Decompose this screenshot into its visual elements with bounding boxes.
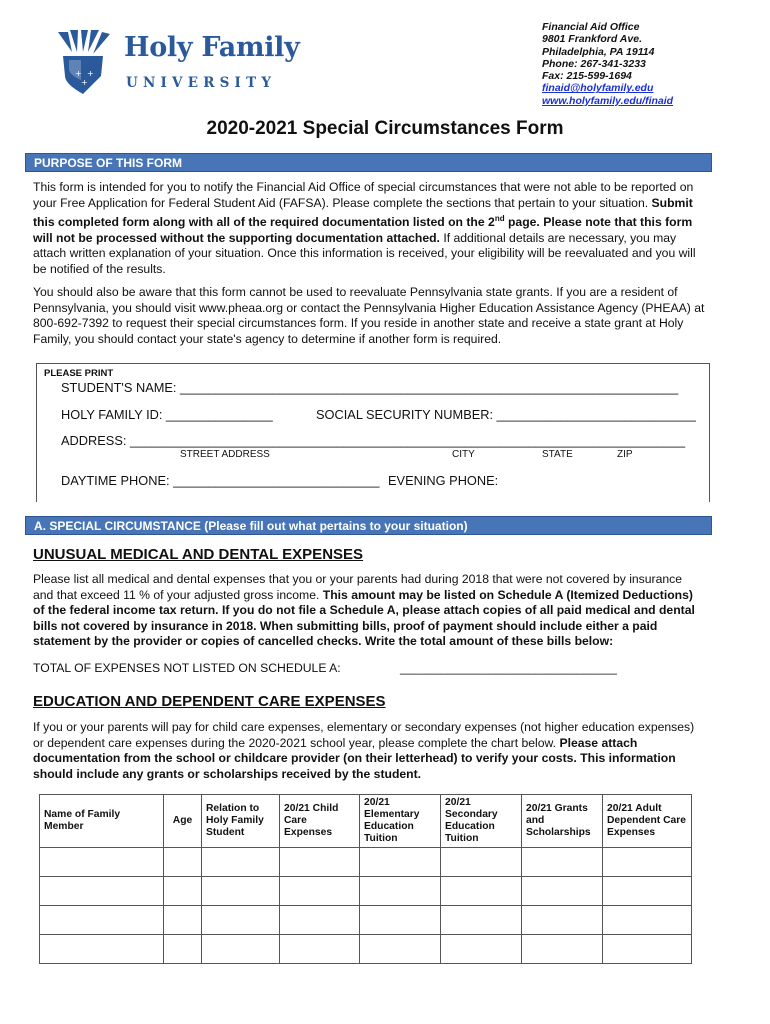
office-fax: Fax: 215-599-1694 xyxy=(542,70,632,83)
table-cell[interactable] xyxy=(202,877,280,906)
table-cell[interactable] xyxy=(280,848,360,877)
table-cell[interactable] xyxy=(603,906,692,935)
shield-crest-icon xyxy=(55,30,111,94)
column-header: Name of Family Member xyxy=(40,795,164,848)
medical-expenses-text xyxy=(33,572,705,650)
education-bold-text: Please attach documentation from the school or childcare provider (on their letterhead) to verify your costs. This information should include any grants or scholarships received by the student. xyxy=(33,735,676,781)
expenses-table xyxy=(39,794,692,964)
table-cell[interactable] xyxy=(603,877,692,906)
purpose-text: This form is intended for you to notify the Financial Aid Office of special circumstances that were not able to be reported on your Free Application for Federal Student Aid (FAFSA). Please complete the sections that pertain to your situation. xyxy=(33,180,694,210)
student-name-field[interactable]: STUDENT'S NAME: ______________________________________________________________________ xyxy=(61,380,679,395)
education-expenses-heading: EDUCATION AND DEPENDENT CARE EXPENSES xyxy=(33,693,386,710)
table-cell[interactable] xyxy=(360,906,441,935)
daytime-phone-field[interactable]: DAYTIME PHONE: _____________________________ xyxy=(61,473,380,488)
zip-label: ZIP xyxy=(617,449,633,460)
evening-phone-field[interactable]: EVENING PHONE: xyxy=(388,473,499,488)
holy-family-id-field[interactable]: HOLY FAMILY ID: _______________ xyxy=(61,407,273,422)
medical-text: Please list all medical and dental expenses that you or your parents had during 2018 that were not covered by insurance and that exceed 11 % of your adjusted gross income. xyxy=(33,572,683,602)
table-cell[interactable] xyxy=(202,848,280,877)
office-city: Philadelphia, PA 19114 xyxy=(542,45,655,58)
table-cell[interactable] xyxy=(441,848,522,877)
table-cell[interactable] xyxy=(164,848,202,877)
ordinal-suffix: nd xyxy=(494,214,505,223)
office-phone: Phone: 267-341-3233 xyxy=(542,57,646,70)
column-header: Age xyxy=(164,795,202,848)
purpose-bold-text: Submit this completed form along with all of the required documentation listed on the 2 xyxy=(33,195,693,230)
table-cell[interactable] xyxy=(202,935,280,964)
table-cell[interactable] xyxy=(360,848,441,877)
logo-name: Holy Family xyxy=(124,32,300,63)
contact-info xyxy=(542,21,673,107)
university-logo xyxy=(55,28,355,98)
table-row xyxy=(40,935,692,964)
table-cell[interactable] xyxy=(360,877,441,906)
table-cell[interactable] xyxy=(164,877,202,906)
column-header: 20/21 Child Care Expenses xyxy=(280,795,360,848)
table-cell[interactable] xyxy=(522,877,603,906)
ssn-field[interactable]: SOCIAL SECURITY NUMBER: ____________________________ xyxy=(316,407,696,422)
table-row xyxy=(40,877,692,906)
svg-text:+: + xyxy=(87,69,94,78)
table-row xyxy=(40,906,692,935)
svg-text:+: + xyxy=(81,78,88,87)
table-cell[interactable] xyxy=(280,935,360,964)
table-cell[interactable] xyxy=(522,935,603,964)
column-header: 20/21 Grants and Scholarships xyxy=(522,795,603,848)
table-header-row xyxy=(40,795,692,848)
office-street: 9801 Frankford Ave. xyxy=(542,33,642,46)
table-cell[interactable] xyxy=(202,906,280,935)
table-cell[interactable] xyxy=(40,848,164,877)
purpose-header-bar: PURPOSE OF THIS FORM xyxy=(25,153,712,172)
education-text: If you or your parents will pay for child care expenses, elementary or secondary expenses (not higher education expenses) or dependent care expenses during the 2020-2021 school year, please complete the chart below. xyxy=(33,720,695,750)
education-expenses-text xyxy=(33,720,705,782)
table-cell[interactable] xyxy=(441,877,522,906)
column-header: 20/21 Adult Dependent Care Expenses xyxy=(603,795,692,848)
column-header: 20/21 Elementary Education Tuition xyxy=(360,795,441,848)
table-cell[interactable] xyxy=(40,877,164,906)
table-cell[interactable] xyxy=(280,877,360,906)
column-header: 20/21 Secondary Education Tuition xyxy=(441,795,522,848)
address-field[interactable]: ADDRESS: ______________________________________________________________________________ xyxy=(61,433,686,448)
table-cell[interactable] xyxy=(280,906,360,935)
table-cell[interactable] xyxy=(360,935,441,964)
table-cell[interactable] xyxy=(603,935,692,964)
column-header: Relation to Holy Family Student xyxy=(202,795,280,848)
table-cell[interactable] xyxy=(40,906,164,935)
table-cell[interactable] xyxy=(164,935,202,964)
please-print-label: PLEASE PRINT xyxy=(44,368,114,379)
total-expenses-label: TOTAL OF EXPENSES NOT LISTED ON SCHEDULE A: xyxy=(33,661,341,675)
website-link[interactable]: www.holyfamily.edu/finaid xyxy=(542,94,674,107)
city-label: CITY xyxy=(452,449,475,460)
section-a-header-bar: A. SPECIAL CIRCUMSTANCE (Please fill out what pertains to your situation) xyxy=(25,516,712,535)
table-cell[interactable] xyxy=(40,935,164,964)
email-link[interactable]: finaid@holyfamily.edu xyxy=(542,82,654,95)
form-title: 2020-2021 Special Circumstances Form xyxy=(206,118,564,139)
table-cell[interactable] xyxy=(603,848,692,877)
medical-expenses-heading: UNUSUAL MEDICAL AND DENTAL EXPENSES xyxy=(33,546,364,563)
table-cell[interactable] xyxy=(164,906,202,935)
svg-text:+: + xyxy=(75,69,82,78)
logo-subtitle: UNIVERSITY xyxy=(126,75,277,91)
table-cell[interactable] xyxy=(441,906,522,935)
table-row xyxy=(40,848,692,877)
state-label: STATE xyxy=(542,449,573,460)
table-cell[interactable] xyxy=(522,906,603,935)
purpose-bold-note: page. Please note that this form will not be processed without the supporting documentation attached. xyxy=(33,215,693,245)
medical-bold-text: This amount may be listed on Schedule A (Itemized Deductions) of the federal income tax return. If you do not file a Schedule A, please attach copies of all paid medical and dental bills not covered by insurance in 2018. When submitting bills, proof of payment should include either a paid statement by the provider or copies of cancelled checks. Write the total amount of these bills below: xyxy=(33,587,695,648)
office-name: Financial Aid Office xyxy=(542,21,640,33)
purpose-paragraph-2: You should also be aware that this form cannot be used to reevaluate Pennsylvania state grants. If you are a resident of Pennsylvania, you should visit www.pheaa.org or contact the Pennsylvania Higher Education Assistance Agency (PHEAA) at 800-692-7392 to request their special circumstances form. If you reside in another state and receive a state grant at Holy Family, you should contact your state's agency to determine if another form is required. xyxy=(33,285,705,346)
total-expenses-field[interactable]: ________________________________ xyxy=(400,661,617,675)
purpose-paragraph-1 xyxy=(33,180,705,277)
street-address-label: STREET ADDRESS xyxy=(180,449,270,460)
table-cell[interactable] xyxy=(441,935,522,964)
table-cell[interactable] xyxy=(522,848,603,877)
purpose-text-cont: If additional details are necessary, you may attach written explanation of your situation. Once this information is received, your eligibility will be reevaluated and you will be notified of the results. xyxy=(33,230,696,276)
